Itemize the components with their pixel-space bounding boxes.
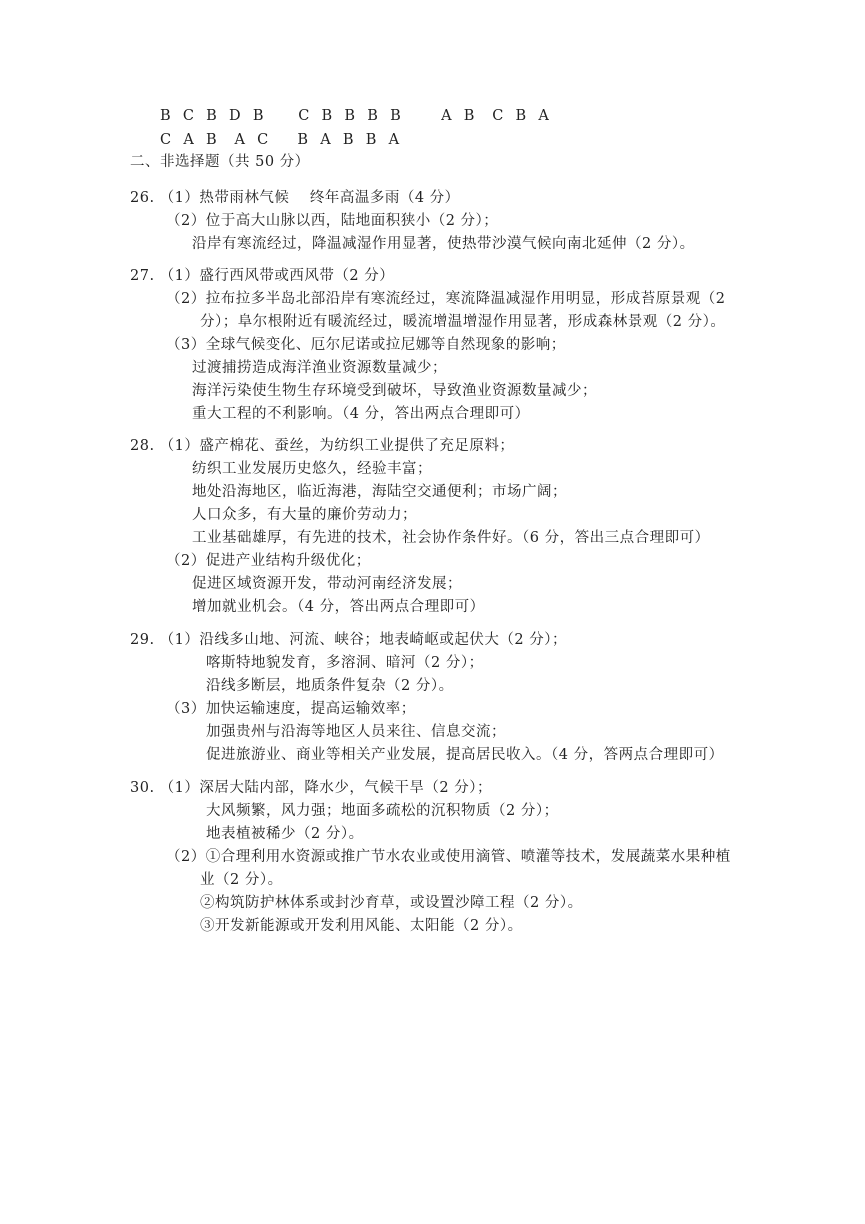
answers-row-1: B C B D B C B B B B A B C B A <box>160 108 550 124</box>
q26-line-3: 沿岸有寒流经过，降温减湿作用显著，使热带沙漠气候向南北延伸（2 分）。 <box>192 236 695 252</box>
q29-line-6: 促进旅游业、商业等相关产业发展，提高居民收入。（4 分，答两点合理即可） <box>206 747 724 763</box>
q27-line-3: 分）；阜尔根附近有暖流经过，暖流增温增湿作用显著，形成森林景观（2 分）。 <box>200 314 726 330</box>
q27-line-4: （3）全球气候变化、厄尔尼诺或拉尼娜等自然现象的影响； <box>166 337 566 353</box>
section-2-title: 二、非选择题（共 50 分） <box>130 154 310 170</box>
q29-line-4: （3）加快运输速度，提高运输效率； <box>166 701 416 717</box>
q28-line-7: 促进区域资源开发，带动河南经济发展； <box>192 576 462 592</box>
q29-line-2: 喀斯特地貌发育，多溶洞、暗河（2 分）； <box>206 655 484 671</box>
q30-line-5: 业（2 分）。 <box>200 872 283 888</box>
q30-line-2: 大风频繁，风力强；地面多疏松的沉积物质（2 分）； <box>206 803 559 819</box>
q27-line-6: 海洋污染使生物生存环境受到破坏，导致渔业资源数量减少； <box>192 383 597 399</box>
q30-line-3: 地表植被稀少（2 分）。 <box>206 826 364 842</box>
q29-line-5: 加强贵州与沿海等地区人员来往、信息交流； <box>206 724 506 740</box>
q30-line-6: ②构筑防护林体系或封沙育草，或设置沙障工程（2 分）。 <box>200 895 583 911</box>
q28-line-3: 地处沿海地区，临近海港，海陆空交通便利；市场广阔； <box>192 484 567 500</box>
q30-line-7: ③开发新能源或开发利用风能、太阳能（2 分）。 <box>200 918 523 934</box>
q28-line-1: 28. （1）盛产棉花、蚕丝，为纺织工业提供了充足原料； <box>130 438 515 454</box>
q29-line-3: 沿线多断层，地质条件复杂（2 分）。 <box>206 678 454 694</box>
q26-line-2: （2）位于高大山脉以西，陆地面积狭小（2 分）； <box>166 213 499 229</box>
q27-line-1: 27. （1）盛行西风带或西风带（2 分） <box>130 268 395 284</box>
q30-line-1: 30. （1）深居大陆内部，降水少，气候干旱（2 分）； <box>130 780 492 796</box>
q27-line-2: （2）拉布拉多半岛北部沿岸有寒流经过，寒流降温减湿作用明显，形成苔原景观（2 <box>166 291 726 307</box>
q29-line-1: 29. （1）沿线多山地、河流、峡谷；地表崎岖或起伏大（2 分）； <box>130 632 567 648</box>
q27-line-7: 重大工程的不利影响。（4 分，答出两点合理即可） <box>192 406 530 422</box>
q28-line-8: 增加就业机会。（4 分，答出两点合理即可） <box>192 599 485 615</box>
q28-line-5: 工业基础雄厚，有先进的技术，社会协作条件好。（6 分，答出三点合理即可） <box>192 530 710 546</box>
answers-row-2: C A B A C B A B B A <box>160 132 401 148</box>
q28-line-4: 人口众多，有大量的廉价劳动力； <box>192 507 417 523</box>
q27-line-5: 过渡捕捞造成海洋渔业资源数量减少； <box>192 360 447 376</box>
q28-line-6: （2）促进产业结构升级优化； <box>166 553 371 569</box>
q26-line-1: 26. （1）热带雨林气候 终年高温多雨（4 分） <box>130 190 460 206</box>
q30-line-4: （2）①合理利用水资源或推广节水农业或使用滴管、喷灌等技术，发展蔬菜水果种植 <box>166 849 731 865</box>
q28-line-2: 纺织工业发展历史悠久，经验丰富； <box>192 461 432 477</box>
